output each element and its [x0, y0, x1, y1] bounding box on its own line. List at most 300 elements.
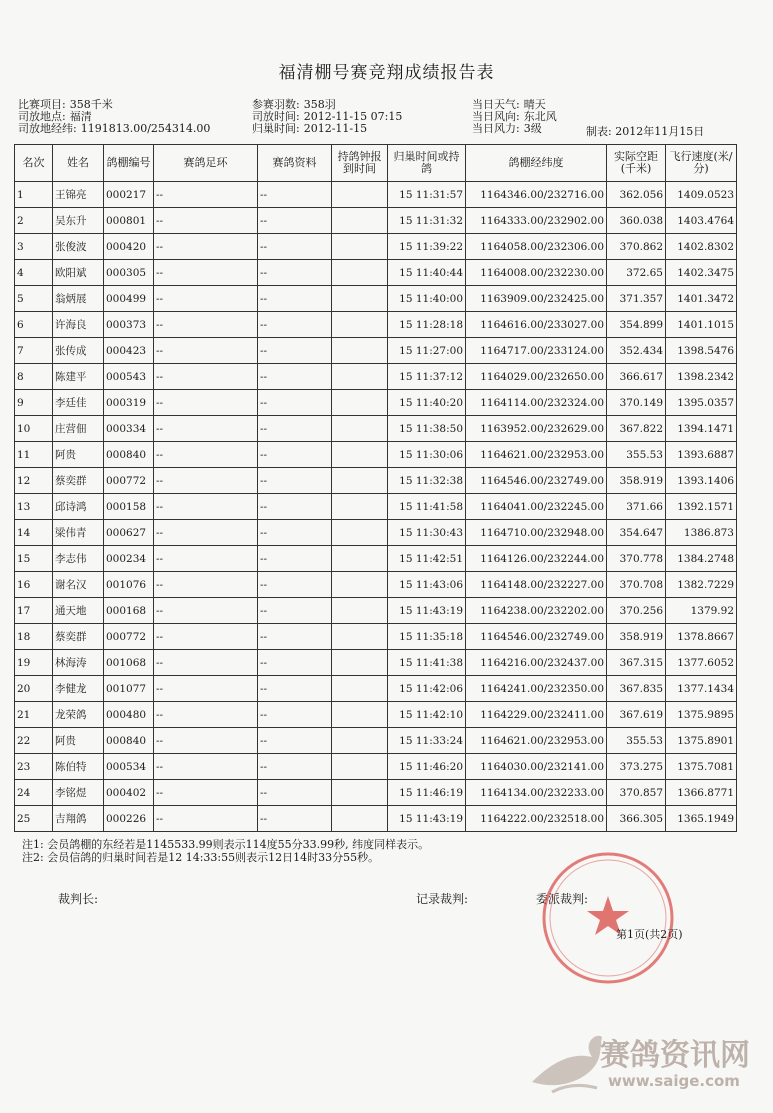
- cell-speed: 1377.6052: [666, 650, 737, 676]
- cell-clock: [332, 312, 388, 338]
- cell-info: --: [258, 468, 332, 494]
- meta-race-item: 比赛项目: 358千米: [18, 98, 113, 111]
- cell-coord: 1164029.00/232650.00: [466, 364, 607, 390]
- cell-loft: 000334: [104, 416, 154, 442]
- table-row: [15, 234, 737, 260]
- table-row: [15, 806, 737, 832]
- cell-clock: [332, 728, 388, 754]
- cell-info: --: [258, 806, 332, 832]
- cell-coord: 1164114.00/232324.00: [466, 390, 607, 416]
- cell-clock: [332, 754, 388, 780]
- cell-ring: --: [154, 442, 258, 468]
- cell-clock: [332, 208, 388, 234]
- cell-clock: [332, 494, 388, 520]
- cell-clock: [332, 338, 388, 364]
- cell-loft: 000217: [104, 182, 154, 208]
- cell-time: 15 11:46:19: [388, 780, 466, 806]
- cell-clock: [332, 546, 388, 572]
- cell-coord: 1163909.00/232425.00: [466, 286, 607, 312]
- cell-loft: 000543: [104, 364, 154, 390]
- cell-loft: 000627: [104, 520, 154, 546]
- cell-ring: --: [154, 806, 258, 832]
- table-row: [15, 312, 737, 338]
- cell-info: --: [258, 754, 332, 780]
- meta-made-date: 制表: 2012年11月15日: [586, 125, 705, 138]
- cell-ring: --: [154, 780, 258, 806]
- cell-ring: --: [154, 234, 258, 260]
- cell-loft: 000423: [104, 338, 154, 364]
- meta-column-3: [472, 99, 557, 135]
- cell-rank: 8: [15, 364, 53, 390]
- cell-rank: 14: [15, 520, 53, 546]
- cell-coord: 1164346.00/232716.00: [466, 182, 607, 208]
- cell-name: 谢名汉: [53, 572, 104, 598]
- cell-loft: 000158: [104, 494, 154, 520]
- cell-distance: 370.862: [607, 234, 666, 260]
- signature-judge-chief: 裁判长:: [58, 892, 99, 906]
- cell-speed: 1375.7081: [666, 754, 737, 780]
- cell-coord: 1164710.00/232948.00: [466, 520, 607, 546]
- cell-rank: 16: [15, 572, 53, 598]
- cell-loft: 000168: [104, 598, 154, 624]
- cell-clock: [332, 572, 388, 598]
- cell-distance: 367.315: [607, 650, 666, 676]
- signature-appointed-judge: 委派裁判:: [536, 892, 589, 906]
- cell-info: --: [258, 442, 332, 468]
- cell-rank: 13: [15, 494, 53, 520]
- cell-distance: 371.66: [607, 494, 666, 520]
- cell-speed: 1375.8901: [666, 728, 737, 754]
- cell-time: 15 11:39:22: [388, 234, 466, 260]
- cell-ring: --: [154, 390, 258, 416]
- watermark-text: 赛鸽资讯网: [600, 1038, 750, 1073]
- cell-speed: 1401.3472: [666, 286, 737, 312]
- cell-name: 吴东升: [53, 208, 104, 234]
- cell-ring: --: [154, 260, 258, 286]
- cell-clock: [332, 286, 388, 312]
- cell-speed: 1402.3475: [666, 260, 737, 286]
- meta-release-place: 司放地点: 福清: [18, 110, 92, 123]
- cell-ring: --: [154, 338, 258, 364]
- cell-distance: 367.822: [607, 416, 666, 442]
- meta-wind-direction: 当日风向: 东北风: [472, 110, 557, 123]
- cell-rank: 24: [15, 780, 53, 806]
- cell-distance: 370.708: [607, 572, 666, 598]
- cell-clock: [332, 598, 388, 624]
- cell-time: 15 11:33:24: [388, 728, 466, 754]
- cell-loft: 000840: [104, 728, 154, 754]
- cell-ring: --: [154, 546, 258, 572]
- cell-name: 许海良: [53, 312, 104, 338]
- cell-loft: 000226: [104, 806, 154, 832]
- cell-speed: 1393.6887: [666, 442, 737, 468]
- cell-info: --: [258, 416, 332, 442]
- footnotes: [22, 838, 429, 864]
- cell-clock: [332, 260, 388, 286]
- cell-distance: 370.857: [607, 780, 666, 806]
- cell-info: --: [258, 520, 332, 546]
- cell-time: 15 11:43:19: [388, 806, 466, 832]
- cell-clock: [332, 520, 388, 546]
- cell-rank: 7: [15, 338, 53, 364]
- meta-wind-force: 当日风力: 3级: [472, 122, 542, 135]
- cell-coord: 1164134.00/232233.00: [466, 780, 607, 806]
- cell-clock: [332, 780, 388, 806]
- cell-speed: 1403.4764: [666, 208, 737, 234]
- official-seal-icon: [538, 848, 678, 988]
- table-row: [15, 442, 737, 468]
- table-row: [15, 624, 737, 650]
- cell-clock: [332, 234, 388, 260]
- cell-loft: 001076: [104, 572, 154, 598]
- cell-rank: 23: [15, 754, 53, 780]
- footnote-2: 注2: 会员信鸽的归巢时间若是12 14:33:55则表示12日14时33分55秒。: [22, 851, 380, 864]
- cell-rank: 10: [15, 416, 53, 442]
- cell-name: 李廷佳: [53, 390, 104, 416]
- cell-speed: 1402.8302: [666, 234, 737, 260]
- cell-name: 阿贵: [53, 728, 104, 754]
- cell-ring: --: [154, 312, 258, 338]
- table-row: [15, 546, 737, 572]
- cell-rank: 3: [15, 234, 53, 260]
- cell-time: 15 11:42:10: [388, 702, 466, 728]
- cell-rank: 5: [15, 286, 53, 312]
- cell-coord: 1164546.00/232749.00: [466, 624, 607, 650]
- cell-speed: 1393.1406: [666, 468, 737, 494]
- cell-clock: [332, 390, 388, 416]
- cell-time: 15 11:43:19: [388, 598, 466, 624]
- col-header-distance: 实际空距(千米): [607, 145, 666, 182]
- cell-name: 通天地: [53, 598, 104, 624]
- cell-distance: 367.619: [607, 702, 666, 728]
- cell-info: --: [258, 364, 332, 390]
- cell-loft: 000534: [104, 754, 154, 780]
- cell-name: 林海涛: [53, 650, 104, 676]
- cell-loft: 001068: [104, 650, 154, 676]
- cell-distance: 373.275: [607, 754, 666, 780]
- col-header-coord: 鸽棚经纬度: [466, 145, 607, 182]
- cell-rank: 11: [15, 442, 53, 468]
- table-row: [15, 676, 737, 702]
- cell-distance: 362.056: [607, 182, 666, 208]
- cell-clock: [332, 650, 388, 676]
- cell-clock: [332, 624, 388, 650]
- cell-info: --: [258, 260, 332, 286]
- cell-speed: 1386.873: [666, 520, 737, 546]
- cell-name: 梁伟青: [53, 520, 104, 546]
- cell-ring: --: [154, 520, 258, 546]
- table-row: [15, 338, 737, 364]
- cell-time: 15 11:41:38: [388, 650, 466, 676]
- cell-name: 李铭煜: [53, 780, 104, 806]
- cell-loft: 000480: [104, 702, 154, 728]
- cell-distance: 360.038: [607, 208, 666, 234]
- cell-name: 蔡奕群: [53, 468, 104, 494]
- table-row: [15, 468, 737, 494]
- table-row: [15, 390, 737, 416]
- cell-distance: 370.778: [607, 546, 666, 572]
- meta-weather: 当日天气: 晴天: [472, 98, 546, 111]
- cell-time: 15 11:43:06: [388, 572, 466, 598]
- cell-time: 15 11:41:58: [388, 494, 466, 520]
- cell-distance: 354.647: [607, 520, 666, 546]
- cell-info: --: [258, 780, 332, 806]
- cell-distance: 367.835: [607, 676, 666, 702]
- watermark-url: www.saige.com: [608, 1072, 740, 1090]
- cell-speed: 1378.8667: [666, 624, 737, 650]
- cell-distance: 355.53: [607, 442, 666, 468]
- cell-coord: 1164238.00/232202.00: [466, 598, 607, 624]
- cell-clock: [332, 182, 388, 208]
- cell-clock: [332, 676, 388, 702]
- cell-name: 吉翔鸽: [53, 806, 104, 832]
- cell-name: 李健龙: [53, 676, 104, 702]
- cell-coord: 1164148.00/232227.00: [466, 572, 607, 598]
- cell-info: --: [258, 572, 332, 598]
- meta-release-coords: 司放地经纬: 1191813.00/254314.00: [18, 122, 211, 135]
- cell-info: --: [258, 208, 332, 234]
- cell-name: 李志伟: [53, 546, 104, 572]
- cell-time: 15 11:40:44: [388, 260, 466, 286]
- cell-name: 张俊波: [53, 234, 104, 260]
- col-header-time: 归巢时间或持鸽: [388, 145, 466, 182]
- cell-name: 龙荣鸽: [53, 702, 104, 728]
- cell-distance: 370.149: [607, 390, 666, 416]
- table-row: [15, 416, 737, 442]
- cell-rank: 15: [15, 546, 53, 572]
- table-row: [15, 780, 737, 806]
- cell-coord: 1164546.00/232749.00: [466, 468, 607, 494]
- cell-speed: 1392.1571: [666, 494, 737, 520]
- table-row: [15, 728, 737, 754]
- cell-ring: --: [154, 364, 258, 390]
- cell-time: 15 11:27:00: [388, 338, 466, 364]
- cell-time: 15 11:40:20: [388, 390, 466, 416]
- cell-clock: [332, 702, 388, 728]
- cell-ring: --: [154, 494, 258, 520]
- cell-speed: 1366.8771: [666, 780, 737, 806]
- cell-distance: 366.617: [607, 364, 666, 390]
- cell-loft: 000840: [104, 442, 154, 468]
- table-row: [15, 364, 737, 390]
- cell-info: --: [258, 494, 332, 520]
- cell-time: 15 11:28:18: [388, 312, 466, 338]
- cell-speed: 1394.1471: [666, 416, 737, 442]
- cell-loft: 000234: [104, 546, 154, 572]
- cell-rank: 25: [15, 806, 53, 832]
- cell-ring: --: [154, 416, 258, 442]
- cell-ring: --: [154, 286, 258, 312]
- cell-speed: 1398.5476: [666, 338, 737, 364]
- cell-name: 蔡奕群: [53, 624, 104, 650]
- cell-speed: 1395.0357: [666, 390, 737, 416]
- cell-speed: 1375.9895: [666, 702, 737, 728]
- cell-rank: 22: [15, 728, 53, 754]
- cell-time: 15 11:38:50: [388, 416, 466, 442]
- cell-coord: 1163952.00/232629.00: [466, 416, 607, 442]
- cell-ring: --: [154, 468, 258, 494]
- table-row: [15, 494, 737, 520]
- cell-speed: 1365.1949: [666, 806, 737, 832]
- cell-coord: 1164126.00/232244.00: [466, 546, 607, 572]
- col-header-loft: 鸽棚编号: [104, 145, 154, 182]
- cell-coord: 1164058.00/232306.00: [466, 234, 607, 260]
- report-title: 福清棚号赛竞翔成绩报告表: [278, 63, 495, 83]
- cell-name: 陈建平: [53, 364, 104, 390]
- cell-distance: 371.357: [607, 286, 666, 312]
- cell-info: --: [258, 546, 332, 572]
- cell-rank: 12: [15, 468, 53, 494]
- col-header-clock: 持鸽钟报到时间: [332, 145, 388, 182]
- col-header-rank: 名次: [15, 145, 53, 182]
- cell-coord: 1164030.00/232141.00: [466, 754, 607, 780]
- cell-coord: 1164008.00/232230.00: [466, 260, 607, 286]
- cell-clock: [332, 416, 388, 442]
- cell-coord: 1164616.00/233027.00: [466, 312, 607, 338]
- cell-loft: 000801: [104, 208, 154, 234]
- footnote-1: 注1: 会员鸽棚的东经若是1145533.99则表示114度55分33.99秒, 纬度同样表示。: [22, 838, 430, 851]
- cell-ring: --: [154, 728, 258, 754]
- table-row: [15, 260, 737, 286]
- cell-clock: [332, 364, 388, 390]
- cell-time: 15 11:35:18: [388, 624, 466, 650]
- cell-loft: 000319: [104, 390, 154, 416]
- cell-coord: 1164216.00/232437.00: [466, 650, 607, 676]
- cell-ring: --: [154, 598, 258, 624]
- cell-name: 陈伯特: [53, 754, 104, 780]
- table-row: [15, 520, 737, 546]
- cell-loft: 001077: [104, 676, 154, 702]
- cell-loft: 000305: [104, 260, 154, 286]
- table-header-row: [15, 145, 737, 182]
- cell-speed: 1377.1434: [666, 676, 737, 702]
- table-row: [15, 572, 737, 598]
- cell-ring: --: [154, 182, 258, 208]
- cell-loft: 000373: [104, 312, 154, 338]
- cell-rank: 4: [15, 260, 53, 286]
- cell-rank: 6: [15, 312, 53, 338]
- cell-info: --: [258, 650, 332, 676]
- cell-distance: 352.434: [607, 338, 666, 364]
- cell-time: 15 11:31:57: [388, 182, 466, 208]
- cell-info: --: [258, 182, 332, 208]
- cell-info: --: [258, 702, 332, 728]
- cell-distance: 354.899: [607, 312, 666, 338]
- cell-loft: 000402: [104, 780, 154, 806]
- cell-coord: 1164621.00/232953.00: [466, 728, 607, 754]
- cell-name: 邱诗鸿: [53, 494, 104, 520]
- cell-ring: --: [154, 676, 258, 702]
- cell-loft: 000772: [104, 468, 154, 494]
- cell-rank: 9: [15, 390, 53, 416]
- cell-ring: --: [154, 702, 258, 728]
- page-number: 第1页(共2页): [616, 928, 683, 941]
- meta-column-2: [252, 99, 402, 135]
- cell-coord: 1164229.00/232411.00: [466, 702, 607, 728]
- cell-info: --: [258, 338, 332, 364]
- cell-name: 欧阳斌: [53, 260, 104, 286]
- cell-rank: 19: [15, 650, 53, 676]
- cell-time: 15 11:46:20: [388, 754, 466, 780]
- cell-coord: 1164041.00/232245.00: [466, 494, 607, 520]
- cell-ring: --: [154, 572, 258, 598]
- cell-rank: 17: [15, 598, 53, 624]
- cell-info: --: [258, 390, 332, 416]
- cell-info: --: [258, 676, 332, 702]
- cell-coord: 1164333.00/232902.00: [466, 208, 607, 234]
- cell-time: 15 11:31:32: [388, 208, 466, 234]
- cell-rank: 2: [15, 208, 53, 234]
- cell-name: 阿贵: [53, 442, 104, 468]
- meta-release-time: 司放时间: 2012-11-15 07:15: [252, 110, 403, 123]
- cell-time: 15 11:30:06: [388, 442, 466, 468]
- cell-coord: 1164621.00/232953.00: [466, 442, 607, 468]
- table-row: [15, 208, 737, 234]
- cell-loft: 000420: [104, 234, 154, 260]
- col-header-name: 姓名: [53, 145, 104, 182]
- cell-time: 15 11:42:06: [388, 676, 466, 702]
- meta-return-time: 归巢时间: 2012-11-15: [252, 122, 368, 135]
- cell-info: --: [258, 312, 332, 338]
- cell-speed: 1401.1015: [666, 312, 737, 338]
- signature-record-judge: 记录裁判:: [416, 892, 469, 906]
- cell-rank: 20: [15, 676, 53, 702]
- cell-distance: 358.919: [607, 624, 666, 650]
- meta-entries: 参赛羽数: 358羽: [252, 98, 336, 111]
- cell-speed: 1398.2342: [666, 364, 737, 390]
- cell-distance: 366.305: [607, 806, 666, 832]
- cell-info: --: [258, 624, 332, 650]
- table-row: [15, 182, 737, 208]
- cell-time: 15 11:32:38: [388, 468, 466, 494]
- cell-info: --: [258, 728, 332, 754]
- cell-speed: 1379.92: [666, 598, 737, 624]
- cell-info: --: [258, 286, 332, 312]
- cell-time: 15 11:30:43: [388, 520, 466, 546]
- cell-loft: 000772: [104, 624, 154, 650]
- col-header-info: 赛鸽资料: [258, 145, 332, 182]
- table-row: [15, 650, 737, 676]
- cell-time: 15 11:37:12: [388, 364, 466, 390]
- cell-ring: --: [154, 754, 258, 780]
- cell-rank: 18: [15, 624, 53, 650]
- cell-clock: [332, 442, 388, 468]
- cell-distance: 372.65: [607, 260, 666, 286]
- cell-distance: 358.919: [607, 468, 666, 494]
- meta-column-1: [18, 99, 210, 135]
- cell-rank: 1: [15, 182, 53, 208]
- cell-info: --: [258, 598, 332, 624]
- cell-clock: [332, 468, 388, 494]
- cell-speed: 1409.0523: [666, 182, 737, 208]
- cell-distance: 370.256: [607, 598, 666, 624]
- cell-ring: --: [154, 624, 258, 650]
- cell-speed: 1382.7229: [666, 572, 737, 598]
- cell-coord: 1164717.00/233124.00: [466, 338, 607, 364]
- cell-rank: 21: [15, 702, 53, 728]
- cell-clock: [332, 806, 388, 832]
- cell-name: 庄营佃: [53, 416, 104, 442]
- col-header-speed: 飞行速度(米/分): [666, 145, 737, 182]
- cell-ring: --: [154, 650, 258, 676]
- cell-name: 王锦亮: [53, 182, 104, 208]
- table-row: [15, 598, 737, 624]
- cell-coord: 1164222.00/232518.00: [466, 806, 607, 832]
- cell-coord: 1164241.00/232350.00: [466, 676, 607, 702]
- cell-info: --: [258, 234, 332, 260]
- col-header-ring: 赛鸽足环: [154, 145, 258, 182]
- cell-name: 翁炳展: [53, 286, 104, 312]
